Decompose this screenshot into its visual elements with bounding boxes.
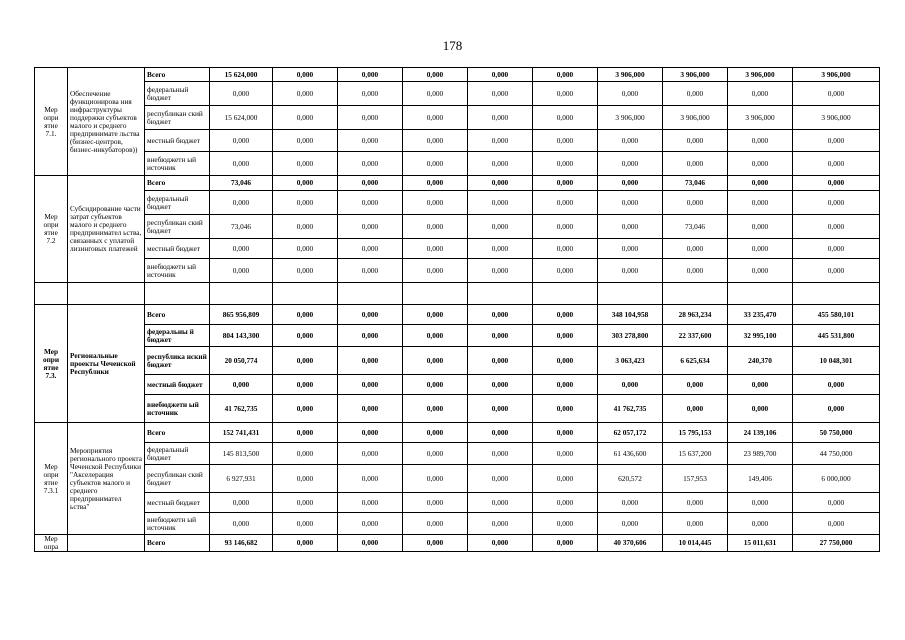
value-cell: 6 927,931: [210, 465, 273, 493]
value-cell: 0,000: [598, 493, 663, 513]
funding-source-label: внебюджетн ый источник: [145, 513, 210, 535]
table-row: [35, 423, 880, 443]
value-cell: 0,000: [338, 493, 403, 513]
value-cell: 0,000: [793, 239, 880, 259]
table-row: [35, 513, 880, 535]
value-cell: 0,000: [663, 513, 728, 535]
value-cell: 145 813,500: [210, 443, 273, 465]
value-cell: 348 104,958: [598, 305, 663, 325]
value-cell: 0,000: [338, 375, 403, 395]
funding-source-label: местный бюджет: [145, 493, 210, 513]
funding-source-label: внебюджетн ый источник: [145, 259, 210, 283]
value-cell: 0,000: [468, 259, 533, 283]
value-cell: 0,000: [468, 535, 533, 552]
value-cell: 0,000: [663, 259, 728, 283]
value-cell: 0,000: [273, 493, 338, 513]
table-row: [35, 443, 880, 465]
value-cell: 73,046: [210, 176, 273, 191]
value-cell: 0,000: [728, 191, 793, 215]
value-cell: 0,000: [468, 443, 533, 465]
table-row: [35, 347, 880, 375]
value-cell: 3 906,000: [728, 68, 793, 82]
empty-cell: [273, 283, 338, 305]
value-cell: 10 048,301: [793, 347, 880, 375]
value-cell: 0,000: [793, 513, 880, 535]
value-cell: 0,000: [793, 191, 880, 215]
value-cell: 0,000: [403, 513, 468, 535]
value-cell: 0,000: [403, 239, 468, 259]
value-cell: 0,000: [728, 395, 793, 423]
value-cell: 0,000: [468, 493, 533, 513]
value-cell: 0,000: [210, 152, 273, 176]
value-cell: 0,000: [533, 215, 598, 239]
empty-cell: [468, 283, 533, 305]
page-number: 178: [442, 38, 463, 53]
value-cell: 445 531,800: [793, 325, 880, 347]
empty-row: [35, 283, 880, 305]
value-cell: 3 906,000: [728, 106, 793, 130]
value-cell: 0,000: [210, 375, 273, 395]
value-cell: 0,000: [598, 375, 663, 395]
value-cell: 0,000: [338, 535, 403, 552]
value-cell: 0,000: [793, 259, 880, 283]
value-cell: 0,000: [210, 239, 273, 259]
table-row: [35, 130, 880, 152]
empty-cell: [68, 283, 145, 305]
value-cell: 0,000: [468, 82, 533, 106]
funding-source-label: Всего: [145, 305, 210, 325]
budget-table: [34, 67, 880, 552]
activity-description: Субсидирование части затрат субъектов малого и среднего предпринимател ьства, связанных с уплатой лизинговых платежей: [68, 176, 145, 283]
value-cell: 6 625,634: [663, 347, 728, 375]
value-cell: 0,000: [598, 215, 663, 239]
value-cell: 0,000: [533, 259, 598, 283]
value-cell: 0,000: [468, 465, 533, 493]
empty-cell: [793, 283, 880, 305]
value-cell: 0,000: [533, 68, 598, 82]
value-cell: 22 337,600: [663, 325, 728, 347]
table-row: [35, 305, 880, 325]
value-cell: 0,000: [338, 82, 403, 106]
value-cell: 0,000: [403, 375, 468, 395]
value-cell: 6 000,000: [793, 465, 880, 493]
value-cell: 0,000: [533, 106, 598, 130]
value-cell: 0,000: [533, 239, 598, 259]
value-cell: 0,000: [533, 443, 598, 465]
value-cell: 0,000: [533, 493, 598, 513]
value-cell: 804 143,300: [210, 325, 273, 347]
value-cell: 0,000: [403, 68, 468, 82]
value-cell: 0,000: [468, 68, 533, 82]
value-cell: 0,000: [663, 152, 728, 176]
value-cell: 0,000: [598, 239, 663, 259]
value-cell: 0,000: [533, 176, 598, 191]
funding-source-label: республика нский бюджет: [145, 347, 210, 375]
table-row: [35, 375, 880, 395]
value-cell: 0,000: [793, 152, 880, 176]
value-cell: 0,000: [468, 215, 533, 239]
value-cell: 0,000: [533, 535, 598, 552]
value-cell: 0,000: [533, 82, 598, 106]
value-cell: 0,000: [533, 513, 598, 535]
value-cell: 0,000: [338, 152, 403, 176]
value-cell: 0,000: [338, 513, 403, 535]
value-cell: 0,000: [273, 347, 338, 375]
value-cell: 3 063,423: [598, 347, 663, 375]
value-cell: 41 762,735: [210, 395, 273, 423]
value-cell: 0,000: [793, 395, 880, 423]
value-cell: 0,000: [210, 259, 273, 283]
funding-source-label: республикан ский бюджет: [145, 465, 210, 493]
value-cell: 0,000: [210, 513, 273, 535]
value-cell: 93 146,682: [210, 535, 273, 552]
value-cell: 0,000: [338, 259, 403, 283]
value-cell: 0,000: [273, 305, 338, 325]
value-cell: 149,406: [728, 465, 793, 493]
value-cell: 0,000: [273, 130, 338, 152]
value-cell: 0,000: [468, 375, 533, 395]
funding-source-label: Всего: [145, 68, 210, 82]
value-cell: 0,000: [728, 375, 793, 395]
value-cell: 0,000: [598, 176, 663, 191]
value-cell: 0,000: [403, 535, 468, 552]
empty-cell: [403, 283, 468, 305]
table-row: [35, 465, 880, 493]
table-row: [35, 239, 880, 259]
value-cell: 0,000: [663, 395, 728, 423]
value-cell: 0,000: [533, 347, 598, 375]
funding-source-label: Всего: [145, 423, 210, 443]
table-body: [35, 68, 880, 552]
value-cell: 0,000: [273, 395, 338, 423]
value-cell: 0,000: [728, 82, 793, 106]
table-row: [35, 106, 880, 130]
value-cell: 0,000: [533, 325, 598, 347]
value-cell: 0,000: [403, 493, 468, 513]
value-cell: 0,000: [273, 239, 338, 259]
value-cell: 0,000: [728, 259, 793, 283]
activity-code: Мер опри ятие 7.2: [35, 176, 68, 283]
value-cell: 0,000: [403, 191, 468, 215]
value-cell: 15 795,153: [663, 423, 728, 443]
table-row: [35, 493, 880, 513]
value-cell: 0,000: [210, 191, 273, 215]
value-cell: 0,000: [468, 305, 533, 325]
value-cell: 62 057,172: [598, 423, 663, 443]
value-cell: 0,000: [210, 82, 273, 106]
value-cell: 15 637,200: [663, 443, 728, 465]
value-cell: 0,000: [338, 191, 403, 215]
value-cell: 0,000: [663, 375, 728, 395]
value-cell: 3 906,000: [793, 106, 880, 130]
value-cell: 0,000: [273, 423, 338, 443]
value-cell: 3 906,000: [663, 68, 728, 82]
value-cell: 455 580,101: [793, 305, 880, 325]
value-cell: 0,000: [273, 106, 338, 130]
funding-source-label: внебюджетн ый источник: [145, 395, 210, 423]
activity-code: Мер опра: [35, 535, 68, 552]
value-cell: 0,000: [533, 130, 598, 152]
value-cell: 0,000: [468, 191, 533, 215]
value-cell: 0,000: [210, 493, 273, 513]
value-cell: 0,000: [338, 106, 403, 130]
value-cell: 0,000: [403, 325, 468, 347]
value-cell: 0,000: [468, 347, 533, 375]
value-cell: 0,000: [338, 305, 403, 325]
value-cell: 41 762,735: [598, 395, 663, 423]
empty-cell: [210, 283, 273, 305]
value-cell: 0,000: [338, 423, 403, 443]
value-cell: 0,000: [338, 176, 403, 191]
value-cell: 0,000: [533, 423, 598, 443]
empty-cell: [35, 283, 68, 305]
value-cell: 0,000: [403, 423, 468, 443]
value-cell: 620,572: [598, 465, 663, 493]
table-row: [35, 395, 880, 423]
value-cell: 0,000: [273, 259, 338, 283]
activity-description: Региональные проекты Чеченской Республики: [68, 305, 145, 423]
table-row: [35, 215, 880, 239]
value-cell: 0,000: [468, 176, 533, 191]
table-row: [35, 191, 880, 215]
table-row: [35, 325, 880, 347]
value-cell: 23 989,700: [728, 443, 793, 465]
value-cell: 0,000: [728, 493, 793, 513]
value-cell: 0,000: [273, 152, 338, 176]
value-cell: 0,000: [273, 176, 338, 191]
funding-source-label: местный бюджет: [145, 375, 210, 395]
value-cell: 0,000: [273, 375, 338, 395]
funding-source-label: федеральный бюджет: [145, 191, 210, 215]
value-cell: 0,000: [468, 423, 533, 443]
value-cell: 24 139,106: [728, 423, 793, 443]
value-cell: 0,000: [468, 239, 533, 259]
value-cell: 0,000: [403, 347, 468, 375]
value-cell: 0,000: [273, 215, 338, 239]
value-cell: 0,000: [273, 535, 338, 552]
value-cell: 0,000: [273, 465, 338, 493]
value-cell: 0,000: [403, 395, 468, 423]
value-cell: 10 014,445: [663, 535, 728, 552]
value-cell: 0,000: [728, 130, 793, 152]
value-cell: 0,000: [598, 191, 663, 215]
value-cell: 0,000: [533, 375, 598, 395]
value-cell: 0,000: [403, 176, 468, 191]
value-cell: 0,000: [793, 176, 880, 191]
value-cell: 865 956,809: [210, 305, 273, 325]
value-cell: 0,000: [403, 152, 468, 176]
value-cell: 0,000: [338, 395, 403, 423]
value-cell: 61 436,600: [598, 443, 663, 465]
value-cell: 0,000: [598, 130, 663, 152]
value-cell: 157,953: [663, 465, 728, 493]
value-cell: 0,000: [403, 215, 468, 239]
value-cell: 0,000: [403, 82, 468, 106]
value-cell: 3 906,000: [598, 106, 663, 130]
funding-source-label: внебюджетн ый источник: [145, 152, 210, 176]
value-cell: 15 011,631: [728, 535, 793, 552]
value-cell: 0,000: [663, 493, 728, 513]
value-cell: 28 963,234: [663, 305, 728, 325]
value-cell: 0,000: [793, 493, 880, 513]
value-cell: 0,000: [468, 152, 533, 176]
value-cell: 0,000: [598, 82, 663, 106]
value-cell: 0,000: [403, 443, 468, 465]
value-cell: 0,000: [338, 325, 403, 347]
value-cell: 73,046: [210, 215, 273, 239]
value-cell: 0,000: [728, 152, 793, 176]
value-cell: 0,000: [273, 443, 338, 465]
table-row: [35, 535, 880, 552]
value-cell: 0,000: [793, 375, 880, 395]
value-cell: 33 235,470: [728, 305, 793, 325]
funding-source-label: федеральный бюджет: [145, 443, 210, 465]
value-cell: 240,370: [728, 347, 793, 375]
value-cell: 0,000: [793, 130, 880, 152]
value-cell: 0,000: [728, 513, 793, 535]
value-cell: 0,000: [210, 130, 273, 152]
value-cell: 0,000: [533, 395, 598, 423]
value-cell: 0,000: [663, 130, 728, 152]
value-cell: 3 906,000: [663, 106, 728, 130]
value-cell: 3 906,000: [598, 68, 663, 82]
empty-cell: [338, 283, 403, 305]
value-cell: 0,000: [273, 191, 338, 215]
funding-source-label: местный бюджет: [145, 239, 210, 259]
table-row: [35, 176, 880, 191]
empty-cell: [728, 283, 793, 305]
value-cell: 32 995,100: [728, 325, 793, 347]
value-cell: 0,000: [273, 82, 338, 106]
value-cell: 0,000: [338, 68, 403, 82]
value-cell: 0,000: [403, 106, 468, 130]
value-cell: 0,000: [533, 305, 598, 325]
table-row: [35, 152, 880, 176]
value-cell: 0,000: [728, 239, 793, 259]
empty-cell: [145, 283, 210, 305]
value-cell: 0,000: [403, 465, 468, 493]
activity-description: Мероприятия регионального проекта Чеченской Республики "Акселерация субъектов малого и среднего предпринимател ьства": [68, 423, 145, 535]
value-cell: 44 750,000: [793, 443, 880, 465]
value-cell: 0,000: [468, 130, 533, 152]
activity-description: Обеспечение функционирова ния инфраструктуры поддержки субъектов малого и среднего предприниматe льства (бизнес-центров, бизнес-инкубаторов)): [68, 68, 145, 176]
value-cell: 3 906,000: [793, 68, 880, 82]
table-row: [35, 259, 880, 283]
funding-source-label: республикан ский бюджет: [145, 215, 210, 239]
value-cell: 0,000: [793, 215, 880, 239]
value-cell: 0,000: [468, 513, 533, 535]
value-cell: 0,000: [403, 259, 468, 283]
value-cell: 0,000: [273, 513, 338, 535]
value-cell: 27 750,000: [793, 535, 880, 552]
funding-source-label: федеральны й бюджет: [145, 325, 210, 347]
value-cell: 0,000: [273, 325, 338, 347]
value-cell: 0,000: [533, 465, 598, 493]
funding-source-label: Всего: [145, 176, 210, 191]
value-cell: 0,000: [663, 191, 728, 215]
value-cell: 0,000: [598, 259, 663, 283]
value-cell: 0,000: [403, 130, 468, 152]
value-cell: 40 370,606: [598, 535, 663, 552]
value-cell: 0,000: [338, 239, 403, 259]
value-cell: 0,000: [793, 82, 880, 106]
value-cell: 303 278,800: [598, 325, 663, 347]
value-cell: 152 741,431: [210, 423, 273, 443]
activity-code: Мер опри ятие 7.3.1: [35, 423, 68, 535]
activity-description: [68, 535, 145, 552]
value-cell: 73,046: [663, 176, 728, 191]
value-cell: 0,000: [338, 215, 403, 239]
value-cell: 0,000: [728, 215, 793, 239]
value-cell: 0,000: [273, 68, 338, 82]
value-cell: 15 624,000: [210, 106, 273, 130]
value-cell: 0,000: [338, 130, 403, 152]
table-row: [35, 82, 880, 106]
value-cell: 0,000: [533, 152, 598, 176]
value-cell: 0,000: [598, 513, 663, 535]
value-cell: 0,000: [533, 191, 598, 215]
table-row: [35, 68, 880, 82]
value-cell: 0,000: [468, 395, 533, 423]
funding-source-label: Всего: [145, 535, 210, 552]
value-cell: 0,000: [338, 465, 403, 493]
value-cell: 0,000: [468, 325, 533, 347]
funding-source-label: федеральный бюджет: [145, 82, 210, 106]
empty-cell: [663, 283, 728, 305]
value-cell: 0,000: [403, 305, 468, 325]
value-cell: 0,000: [663, 82, 728, 106]
empty-cell: [598, 283, 663, 305]
value-cell: 0,000: [598, 152, 663, 176]
value-cell: 50 750,000: [793, 423, 880, 443]
funding-source-label: республикан ский бюджет: [145, 106, 210, 130]
value-cell: 0,000: [338, 443, 403, 465]
empty-cell: [533, 283, 598, 305]
funding-source-label: местный бюджет: [145, 130, 210, 152]
value-cell: 0,000: [468, 106, 533, 130]
activity-code: Мер опри ятие 7.1.: [35, 68, 68, 176]
value-cell: 0,000: [338, 347, 403, 375]
value-cell: 20 050,774: [210, 347, 273, 375]
value-cell: 73,046: [663, 215, 728, 239]
value-cell: 15 624,000: [210, 68, 273, 82]
value-cell: 0,000: [663, 239, 728, 259]
activity-code: Мер опри ятие 7.3.: [35, 305, 68, 423]
value-cell: 0,000: [728, 176, 793, 191]
